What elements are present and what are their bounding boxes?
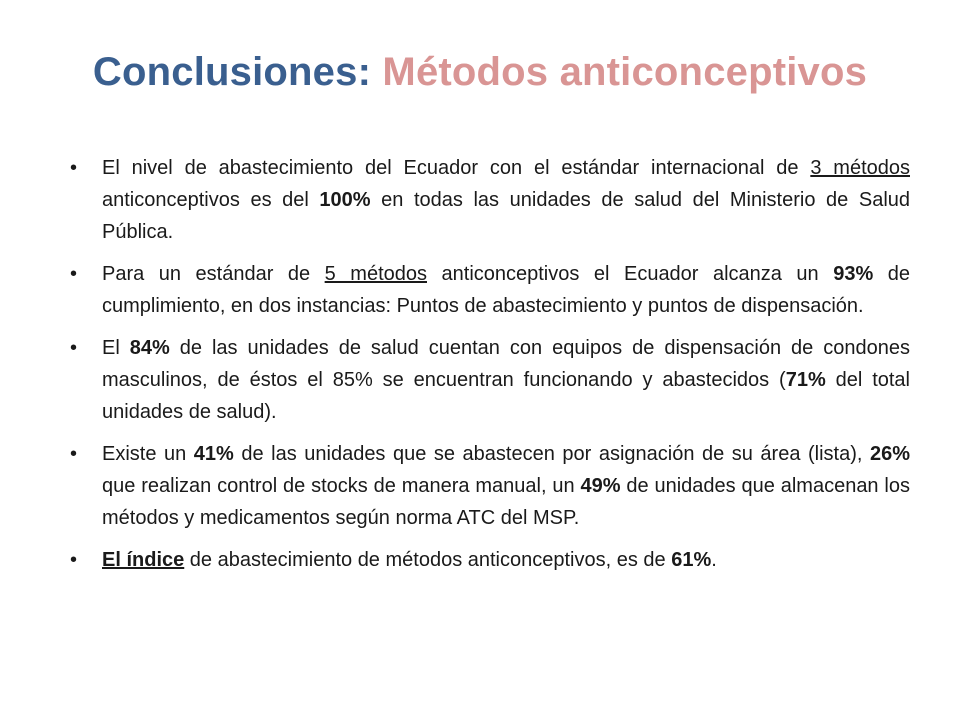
bullet-dot: • (70, 263, 78, 285)
text-run: de unidades que almacenan los métodos y medicamentos según norma ATC del MSP. (102, 475, 910, 529)
bullet-list (70, 152, 910, 586)
bold-value: 93% (833, 263, 874, 285)
text-run: que realizan control de stocks de manera manual, un (102, 475, 581, 497)
bullet-item-3 (70, 332, 910, 428)
bold-value: 71% (785, 369, 826, 391)
bullet-dot: • (70, 157, 78, 179)
text-run: de las unidades de salud cuentan con equipos de dispensación de condones masculinos, de éstos el 85% se encuentran funcionando y abastecidos ( (102, 337, 911, 391)
text-run: El nivel de abastecimiento del Ecuador con el estándar internacional de (102, 157, 811, 179)
text-run: Existe un (102, 443, 194, 465)
bold-value: 49% (580, 475, 621, 497)
bullet-dot: • (70, 549, 78, 571)
text-run: anticonceptivos es del (102, 189, 320, 211)
text-run: El (102, 337, 130, 359)
text-run: de cumplimiento, en dos instancias: Puntos de abastecimiento y puntos de dispensación. (102, 263, 910, 317)
text-run: del total unidades de salud). (102, 369, 911, 423)
bullet-dot: • (70, 337, 78, 359)
text-run: de abastecimiento de métodos anticonceptivos, es de (184, 549, 672, 571)
bold-value: 84% (129, 337, 170, 359)
text-run: Para un estándar de (102, 263, 325, 285)
text-run: de las unidades que se abastecen por asignación de su área (lista), (233, 443, 870, 465)
bold-value: 61% (671, 549, 712, 571)
title-part-metodos: Métodos anticonceptivos (382, 50, 868, 94)
underlined-run: 5 métodos (324, 263, 427, 285)
bold-value: 41% (193, 443, 234, 465)
text-run: . (711, 549, 717, 571)
text-run: en todas las unidades de salud del Ministerio de Salud Pública. (102, 189, 911, 243)
bullet-item-5 (70, 544, 910, 576)
bullet-item-2 (70, 258, 910, 322)
bold-value: 26% (869, 443, 911, 465)
bullet-item-1 (70, 152, 910, 248)
text-run: anticonceptivos el Ecuador alcanza un (427, 263, 834, 285)
slide-title (0, 46, 960, 98)
underlined-run: 3 métodos (810, 157, 910, 179)
bullet-dot: • (70, 443, 78, 465)
title-part-conclusiones: Conclusiones: (92, 50, 372, 94)
bold-value: 100% (319, 189, 371, 211)
bold-underlined-run: El índice (102, 549, 185, 571)
bullet-item-4 (70, 438, 910, 534)
